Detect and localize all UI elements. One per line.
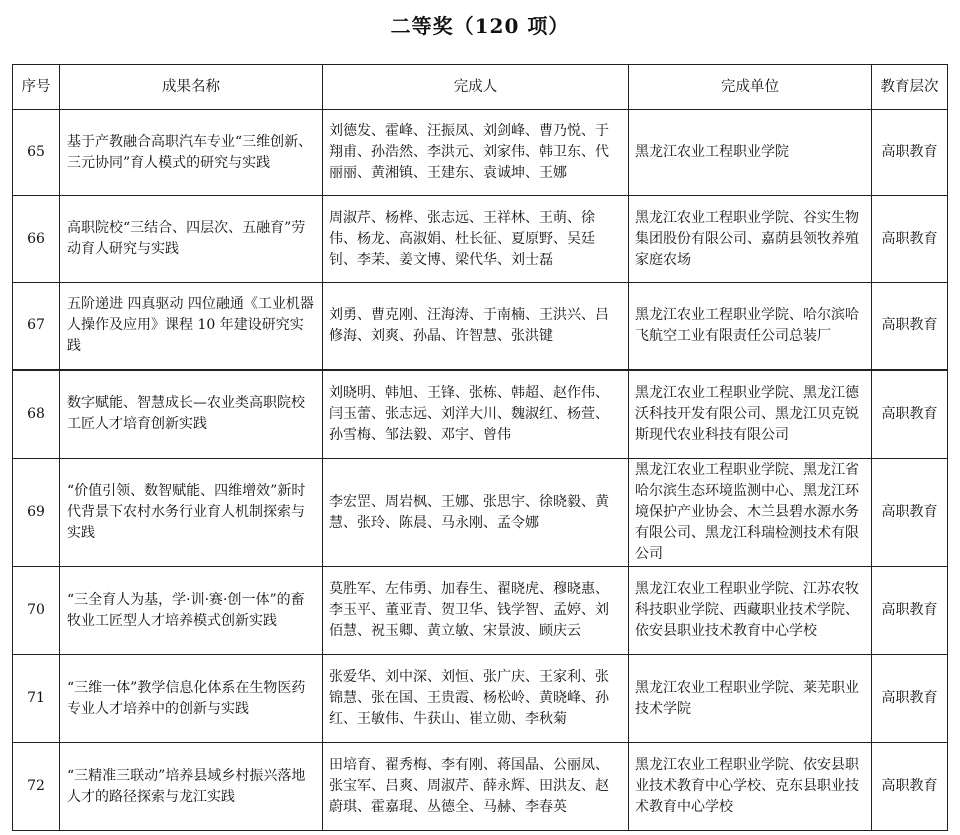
cell-no: 70: [13, 567, 60, 655]
page-title: 二等奖（120 项）: [390, 14, 570, 38]
cell-level: 高职教育: [872, 196, 948, 283]
table-row: [13, 283, 948, 370]
header-people: 完成人: [323, 65, 629, 110]
header-level: 教育层次: [872, 65, 948, 110]
cell-people: 刘德发、霍峰、汪振凤、刘剑峰、曹乃悦、于翔甫、孙浩然、李洪元、刘家伟、韩卫东、代丽丽、黄湘镇、王建东、袁诚坤、王娜: [323, 110, 629, 196]
cell-people: 刘晓明、韩旭、王锋、张栋、韩超、赵作伟、闫玉蕾、张志远、刘洋大川、魏淑红、杨萱、孙雪梅、邹法毅、邓宇、曾伟: [323, 370, 629, 459]
table-row: [13, 459, 948, 567]
cell-name: “价值引领、数智赋能、四维增效”新时代背景下农村水务行业育人机制探索与实践: [60, 459, 323, 567]
cell-level: 高职教育: [872, 567, 948, 655]
cell-name: 五阶递进 四真驱动 四位融通《工业机器人操作及应用》课程 10 年建设研究实践: [60, 283, 323, 370]
header-no: 序号: [13, 65, 60, 110]
table-row: [13, 655, 948, 743]
header-unit: 完成单位: [629, 65, 872, 110]
cell-name: 数字赋能、智慧成长—农业类高职院校工匠人才培育创新实践: [60, 370, 323, 459]
cell-name: 高职院校“三结合、四层次、五融育”劳动育人研究与实践: [60, 196, 323, 283]
cell-level: 高职教育: [872, 459, 948, 567]
cell-unit: 黑龙江农业工程职业学院、江苏农牧科技职业学院、西藏职业技术学院、依安县职业技术教育中心学校: [629, 567, 872, 655]
table-header-row: [13, 65, 948, 110]
cell-name: “三全育人为基，学·训·赛·创一体”的畜牧业工匠型人才培养模式创新实践: [60, 567, 323, 655]
cell-level: 高职教育: [872, 655, 948, 743]
cell-no: 69: [13, 459, 60, 567]
cell-unit: 黑龙江农业工程职业学院、依安县职业技术教育中心学校、克东县职业技术教育中心学校: [629, 743, 872, 831]
cell-unit: 黑龙江农业工程职业学院、莱芜职业技术学院: [629, 655, 872, 743]
cell-level: 高职教育: [872, 283, 948, 370]
awards-table: [12, 64, 948, 831]
table-row: [13, 743, 948, 831]
cell-people: 田培育、翟秀梅、李有刚、蒋国晶、公丽凤、张宝军、吕爽、周淑芹、薛永辉、田洪友、赵蔚琪、霍嘉琨、丛德全、马赫、李春英: [323, 743, 629, 831]
cell-unit: 黑龙江农业工程职业学院、哈尔滨哈飞航空工业有限责任公司总装厂: [629, 283, 872, 370]
cell-name: 基于产教融合高职汽车专业“三维创新、三元协同”育人模式的研究与实践: [60, 110, 323, 196]
cell-no: 66: [13, 196, 60, 283]
cell-no: 72: [13, 743, 60, 831]
cell-name: “三维一体”教学信息化体系在生物医药专业人才培养中的创新与实践: [60, 655, 323, 743]
cell-no: 67: [13, 283, 60, 370]
cell-people: 李宏罡、周岩枫、王娜、张思宇、徐晓毅、黄慧、张玲、陈晨、马永刚、孟令娜: [323, 459, 629, 567]
cell-unit: 黑龙江农业工程职业学院、谷实生物集团股份有限公司、嘉荫县领牧养殖家庭农场: [629, 196, 872, 283]
cell-no: 68: [13, 370, 60, 459]
table-row: [13, 370, 948, 459]
cell-level: 高职教育: [872, 370, 948, 459]
cell-no: 71: [13, 655, 60, 743]
table-row: [13, 110, 948, 196]
cell-unit: 黑龙江农业工程职业学院、黑龙江德沃科技开发有限公司、黑龙江贝克锐斯现代农业科技有限公司: [629, 370, 872, 459]
cell-people: 张爱华、刘中深、刘恒、张广庆、王家利、张锦慧、张在国、王贵霞、杨松岭、黄晓峰、孙红、王敏伟、牛获山、崔立勋、李秋菊: [323, 655, 629, 743]
cell-people: 刘勇、曹克刚、汪海涛、于南楠、王洪兴、吕修海、刘爽、孙晶、许智慧、张洪键: [323, 283, 629, 370]
cell-no: 65: [13, 110, 60, 196]
cell-level: 高职教育: [872, 110, 948, 196]
table-row: [13, 196, 948, 283]
header-name: 成果名称: [60, 65, 323, 110]
cell-name: “三精准三联动”培养县域乡村振兴落地人才的路径探索与龙江实践: [60, 743, 323, 831]
cell-level: 高职教育: [872, 743, 948, 831]
table-row: [13, 567, 948, 655]
cell-people: 莫胜军、左伟勇、加春生、翟晓虎、穆晓惠、李玉平、董亚青、贺卫华、钱学智、孟婷、刘佰慧、祝玉卿、黄立敏、宋景波、顾庆云: [323, 567, 629, 655]
cell-unit: 黑龙江农业工程职业学院: [629, 110, 872, 196]
cell-people: 周淑芹、杨桦、张志远、王祥林、王萌、徐伟、杨龙、高淑娟、杜长征、夏原野、吴廷钊、李茉、姜文博、梁代华、刘士磊: [323, 196, 629, 283]
cell-unit: 黑龙江农业工程职业学院、黑龙江省哈尔滨生态环境监测中心、黑龙江环境保护产业协会、木兰县碧水源水务有限公司、黑龙江科瑞检测技术有限公司: [629, 459, 872, 567]
